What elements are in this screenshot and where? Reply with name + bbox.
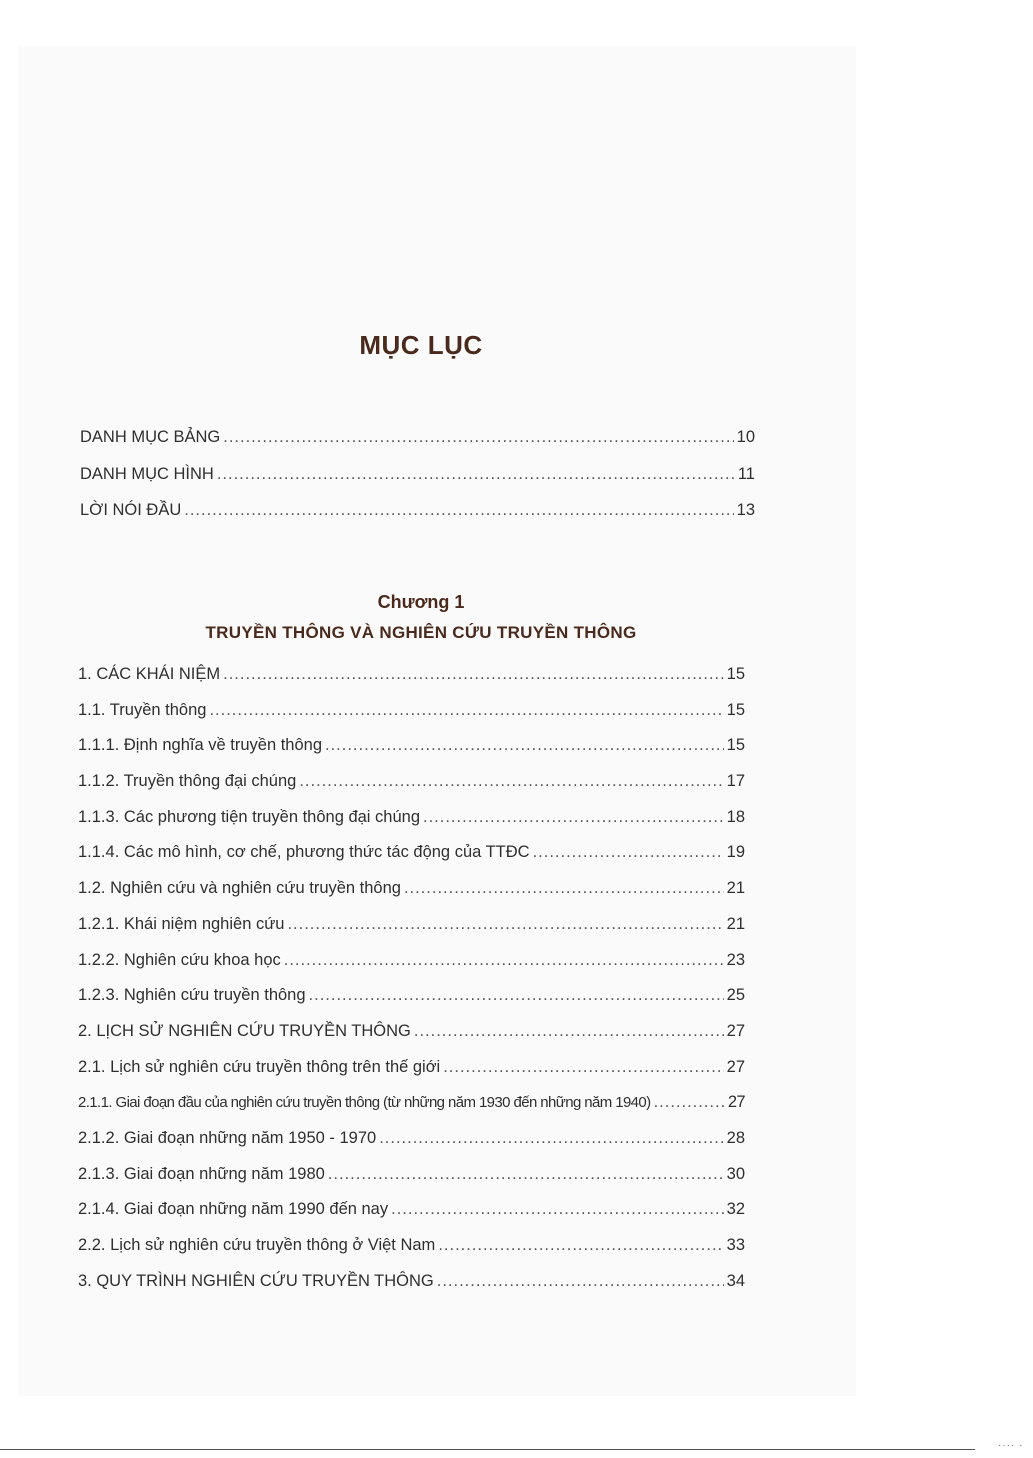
toc-entry-list-of-tables[interactable] xyxy=(80,428,755,465)
toc-leader-dots xyxy=(328,1165,724,1184)
toc-leader-dots xyxy=(443,1058,723,1077)
toc-leader-dots xyxy=(391,1200,724,1219)
toc-leader-dots xyxy=(287,915,723,934)
toc-leader-dots xyxy=(209,701,723,720)
toc-entry[interactable] xyxy=(78,951,745,987)
toc-page-number: 17 xyxy=(726,772,745,791)
toc-leader-dots xyxy=(404,879,724,898)
toc-entry[interactable] xyxy=(78,1129,745,1165)
toc-page-number: 27 xyxy=(727,1093,745,1112)
toc-entry-label: 1.2.1. Khái niệm nghiên cứu xyxy=(78,914,285,933)
toc-leader-dots xyxy=(299,772,723,791)
toc-leader-dots xyxy=(325,736,724,755)
toc-entry-label: 1.1.2. Truyền thông đại chúng xyxy=(78,772,297,791)
toc-entry[interactable] xyxy=(78,808,745,844)
toc-page-number: 27 xyxy=(726,1057,745,1076)
toc-entry[interactable] xyxy=(78,736,745,772)
toc-leader-dots xyxy=(217,465,734,484)
toc-entry-label: DANH MỤC HÌNH xyxy=(80,464,214,483)
toc-entry-label: 2.1. Lịch sử nghiên cứu truyền thông trên thế giới xyxy=(78,1057,441,1076)
toc-leader-dots xyxy=(223,428,733,447)
toc-entry-label: 2.1.2. Giai đoạn những năm 1950 - 1970 xyxy=(78,1128,377,1147)
toc-page-number: 11 xyxy=(737,464,755,483)
chapter-label: Chương 1 xyxy=(377,592,465,612)
toc-leader-dots xyxy=(284,951,724,970)
toc-entry[interactable] xyxy=(78,1272,745,1308)
toc-entry[interactable] xyxy=(78,1165,745,1201)
toc-leader-dots xyxy=(533,843,724,862)
toc-entry-label: 2.1.1. Giai đoạn đầu của nghiên cứu truyền thông (từ những năm 1930 đến những năm 1940) xyxy=(78,1094,651,1112)
toc-page-number: 21 xyxy=(726,879,745,898)
toc-page-number: 18 xyxy=(726,807,745,826)
toc-leader-dots xyxy=(414,1022,724,1041)
toc-page-number: 30 xyxy=(726,1164,745,1183)
toc-entry[interactable] xyxy=(78,1236,745,1272)
toc-entry-label: 2. LỊCH SỬ NGHIÊN CỨU TRUYỀN THÔNG xyxy=(78,1021,411,1040)
toc-entry-label: 1.2. Nghiên cứu và nghiên cứu truyền thông xyxy=(78,879,401,898)
toc-entry-label: DANH MỤC BẢNG xyxy=(80,428,221,446)
toc-entry[interactable] xyxy=(78,772,745,808)
page-title: MỤC LỤC xyxy=(359,330,483,360)
toc-entry-label: 2.1.3. Giai đoạn những năm 1980 xyxy=(78,1164,325,1183)
toc-entry[interactable] xyxy=(78,986,745,1022)
toc-entry-label: 1.1.3. Các phương tiện truyền thông đại chúng xyxy=(78,807,421,826)
toc-leader-dots xyxy=(423,808,724,827)
chapter-1-entries xyxy=(78,665,745,1307)
toc-page-number: 15 xyxy=(726,700,745,719)
toc-page-number: 27 xyxy=(726,1021,745,1040)
toc-entry-label: 1.1.4. Các mô hình, cơ chế, phương thức tác động của TTĐC xyxy=(78,843,530,862)
toc-entry[interactable] xyxy=(78,1093,745,1129)
toc-page-number: 25 xyxy=(726,986,745,1005)
toc-page-number: 15 xyxy=(726,665,745,683)
toc-page-number: 33 xyxy=(726,1236,745,1254)
toc-entry-label: 2.1.4. Giai đoạn những năm 1990 đến nay xyxy=(78,1200,389,1219)
toc-entry[interactable] xyxy=(78,1022,745,1058)
toc-entry-label: LỜI NÓI ĐẦU xyxy=(80,501,182,519)
toc-page-number: 28 xyxy=(726,1128,745,1147)
toc-page-number: 15 xyxy=(726,736,745,755)
toc-page-number: 10 xyxy=(736,428,755,446)
front-matter-list xyxy=(80,428,755,538)
toc-entry[interactable] xyxy=(78,915,745,951)
toc-page-number: 34 xyxy=(726,1271,745,1290)
toc-entry-label: 2.2. Lịch sử nghiên cứu truyền thông ở Việt Nam xyxy=(78,1236,436,1254)
toc-page-number: 23 xyxy=(726,950,745,969)
toc-page-number: 19 xyxy=(726,843,745,862)
toc-entry[interactable] xyxy=(78,1058,745,1094)
toc-leader-dots xyxy=(438,1236,723,1255)
chapter-title: TRUYỀN THÔNG VÀ NGHIÊN CỨU TRUYỀN THÔNG xyxy=(205,623,637,642)
toc-entry[interactable] xyxy=(78,1200,745,1236)
toc-entry-label: 1. CÁC KHÁI NIỆM xyxy=(78,665,221,683)
toc-entry-label: 1.2.3. Nghiên cứu truyền thông xyxy=(78,986,306,1005)
toc-leader-dots xyxy=(309,986,724,1005)
toc-entry[interactable] xyxy=(78,879,745,915)
toc-entry-list-of-figures[interactable] xyxy=(80,465,755,502)
bottom-rule xyxy=(0,1449,975,1450)
toc-page-number: 13 xyxy=(736,501,755,519)
toc-entry[interactable] xyxy=(78,665,745,701)
toc-page-number: 21 xyxy=(726,914,745,933)
toc-entry-label: 3. QUY TRÌNH NGHIÊN CỨU TRUYỀN THÔNG xyxy=(78,1271,434,1290)
toc-entry-label: 1.1. Truyền thông xyxy=(78,700,207,719)
toc-entry-foreword[interactable] xyxy=(80,501,755,538)
toc-entry[interactable] xyxy=(78,701,745,737)
toc-leader-dots xyxy=(184,501,733,520)
toc-entry-label: 1.1.1. Định nghĩa về truyền thông xyxy=(78,736,323,755)
toc-page-number: 32 xyxy=(726,1200,745,1219)
toc-leader-dots xyxy=(223,665,724,684)
corner-marks: ···· · xyxy=(998,1440,1024,1451)
toc-leader-dots xyxy=(654,1093,724,1112)
toc-leader-dots xyxy=(379,1129,723,1148)
toc-leader-dots xyxy=(437,1272,724,1291)
toc-entry-label: 1.2.2. Nghiên cứu khoa học xyxy=(78,950,281,969)
toc-entry[interactable] xyxy=(78,843,745,879)
